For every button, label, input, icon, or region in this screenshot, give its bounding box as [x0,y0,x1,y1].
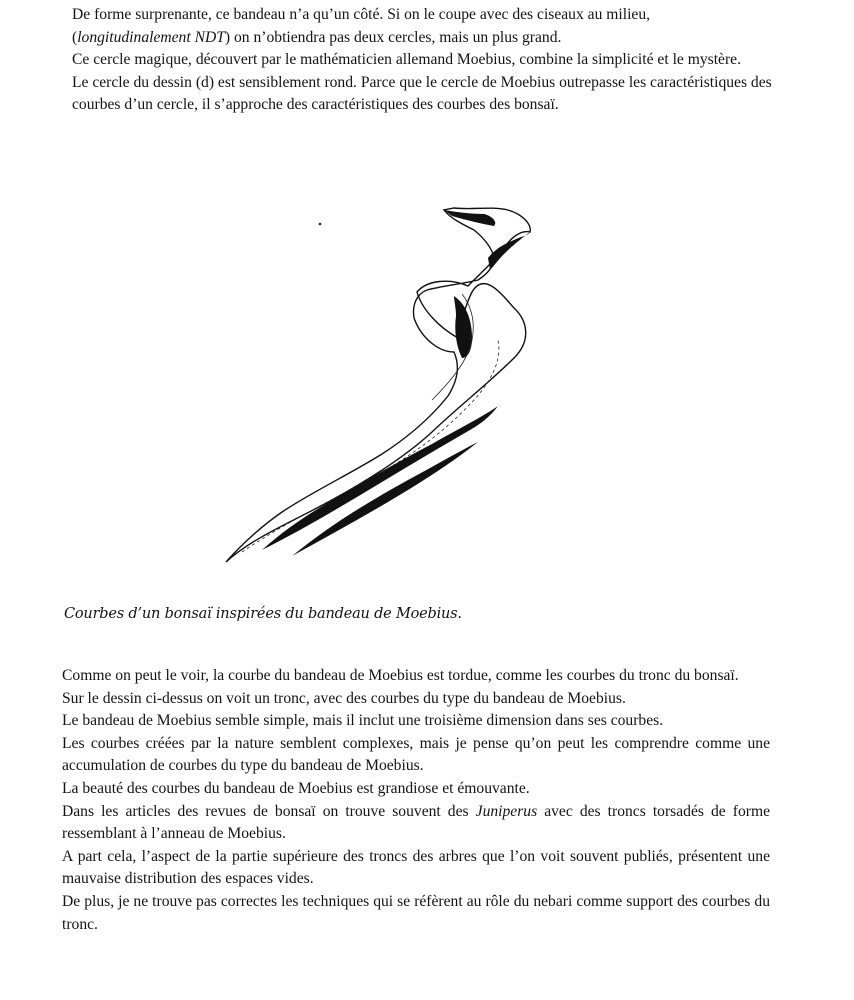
trunk-shadow-lower-2 [292,442,478,556]
bottom-text-block [62,665,770,936]
paragraph-line: ) on n’obtiendra pas deux cercles, mais un plus grand. [224,28,562,46]
paragraph: Les courbes créées par la nature semblent complexes, mais je pense qu’on peut les comprendre comme une accumulation de courbes du type du bandeau de Moebius. [62,734,770,775]
open-parenthesis: ( [72,28,78,46]
trunk-outline [226,208,530,562]
bark-line [242,340,499,552]
trunk-shadow-lower [262,406,498,550]
figure-caption: Courbes d’un bonsaï inspirées du bandeau de Moebius. [64,606,462,622]
paragraph-line: De forme surprenante, ce bandeau n’a qu’un côté. Si on le coupe avec des ciseaux au milieu, [72,6,651,23]
paragraph: Comme on peut le voir, la courbe du bandeau de Moebius est tordue, comme les courbes du tronc du bonsaï. [62,667,739,684]
paragraph: De plus, je ne trouve pas correctes les techniques qui se réfèrent au rôle du nebari comme support des courbes du tronc. [62,892,770,933]
paragraph: La beauté des courbes du bandeau de Moebius est grandiose et émouvante. [62,779,530,797]
species-name: Juniperus [475,802,538,820]
top-text-block [72,4,772,117]
translator-note: longitudinalement NDT [77,28,225,46]
paragraph: Le bandeau de Moebius semble simple, mais il inclut une troisième dimension dans ses courbes. [62,712,664,730]
speck [319,223,322,226]
paragraph-ribbon-cut [72,4,772,49]
moebius-trunk-illustration [222,200,542,570]
paragraph-magic-circle: Ce cercle magique, découvert par le mathématicien allemand Moebius, combine la simplicité et le mystère. [72,51,741,69]
paragraph: A part cela, l’aspect de la partie supérieure des troncs des arbres que l’on voit souvent publiés, présentent une mauvaise distribution des espaces vides. [62,847,770,888]
paragraph-drawing-circle: Le cercle du dessin (d) est sensiblement rond. Parce que le cercle de Moebius outrepasse les caractéristiques des courbes d’un cercle, il s’approche des caractéristiques des courbes des bonsaï. [72,73,772,114]
paragraph-juniperus [62,801,770,846]
trunk-shadow-upper [488,232,530,270]
paragraph: Sur le dessin ci-dessus on voit un tronc, avec des courbes du type du bandeau de Moebius. [62,689,626,707]
paragraph-part: Dans les articles des revues de bonsaï on trouve souvent des [62,802,476,820]
paragraph-part: avec des troncs torsadés de forme ressemblant à l’anneau de Moebius. [62,802,770,843]
